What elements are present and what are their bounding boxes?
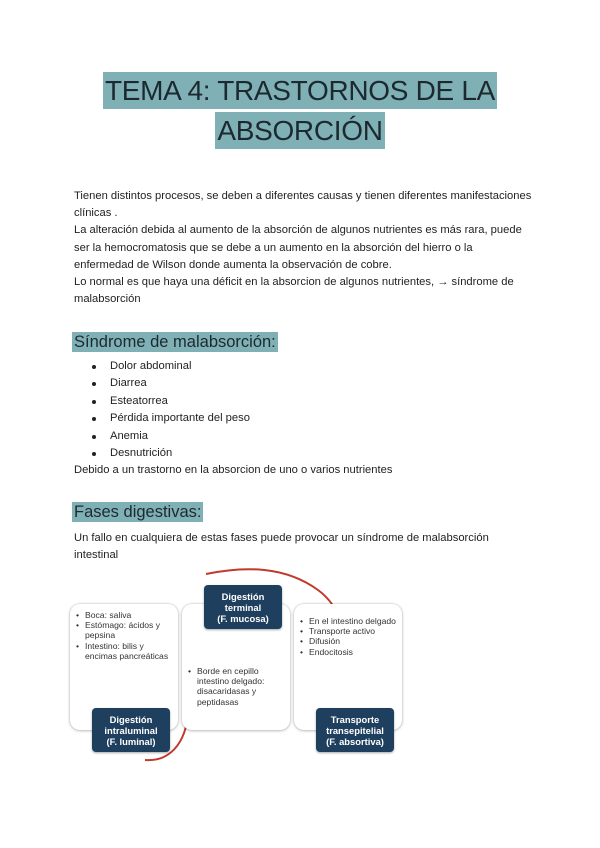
list-item: Pérdida importante del peso [74,410,534,427]
list-item: • Boca: saliva [76,610,172,620]
list-item: Dolor abdominal [74,358,534,375]
symptom-list-block [74,358,534,480]
list-item: Diarrea [74,375,534,392]
label-line: intraluminal [104,724,158,736]
page-title [0,72,600,149]
list-item: • Difusión [300,636,396,646]
label-line: Transporte [330,713,380,725]
label-line: transepitelial [326,724,384,736]
title-line-2: ABSORCIÓN [215,112,384,149]
list-item: Anemia [74,428,534,445]
list-item: • Endocitosis [300,647,396,657]
section-heading-malabsorcion: Síndrome de malabsorción: [74,333,276,351]
section-heading-fases: Fases digestivas: [74,503,202,521]
list-item: • En el intestino delgado [300,616,396,626]
phase-label-absortiva [316,708,394,752]
list-item: • Transporte activo [300,626,396,636]
title-line-1: TEMA 4: TRASTORNOS DE LA [103,72,497,109]
list-item: • Estómago: ácidos y pepsina [76,620,172,640]
section-note: Debido a un trastorno en la absorcion de uno o varios nutrientes [74,464,393,477]
intro-paragraph: La alteración debida al aumento de la absorción de algunos nutrientes es más rara, puede ser la hemocromatosis que se debe a un aumento en la absorción del hierro o la enfermedad de Wilson donde aumenta la observación de cobre. [74,224,522,271]
intro-text [74,188,534,308]
intro-paragraph: Lo normal es que haya una déficit en la absorcion de algunos nutrientes, → síndrome de malabsorción [74,276,514,306]
label-line: Digestión [109,713,153,725]
label-line: (F. absortiva) [326,735,384,747]
phase-label-mucosa [204,585,282,629]
list-item: Desnutrición [74,445,534,462]
intro-paragraph: Tienen distintos procesos, se deben a diferentes causas y tienen diferentes manifestaciones clínicas . [74,190,532,220]
list-item: • Borde en cepillo intestino delgado: disacaridasas y peptidasas [188,666,284,707]
list-item: • Intestino: bilis y encimas pancreáticas [76,641,172,661]
symptom-list [74,358,534,462]
label-line: (F. luminal) [106,735,156,747]
phase-label-luminal [92,708,170,752]
label-line: Digestión [221,590,265,602]
label-line: (F. mucosa) [217,612,269,624]
label-line: terminal [224,601,262,613]
section-text: Un fallo en cualquiera de estas fases puede provocar un síndrome de malabsorción intestinal [74,532,489,562]
list-item: Esteatorrea [74,393,534,410]
